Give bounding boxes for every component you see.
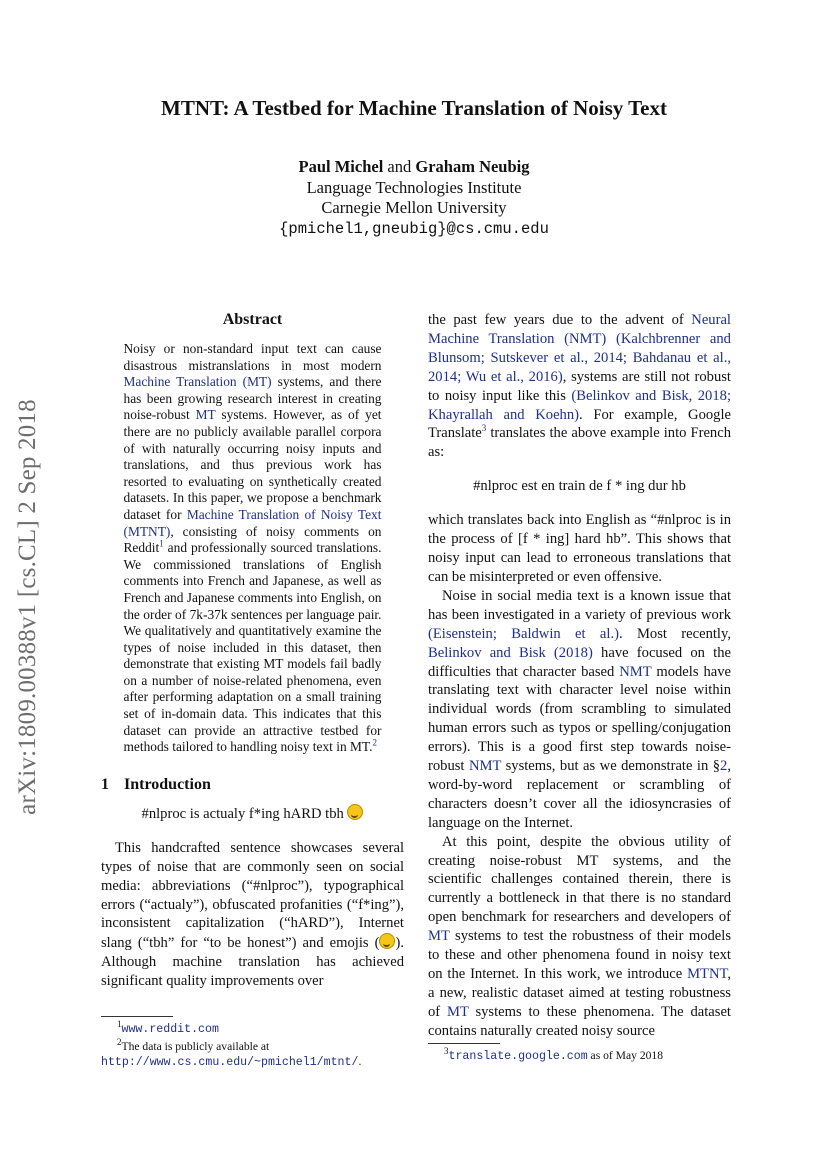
acronym-link[interactable]: MT	[428, 928, 450, 945]
affiliation-line: Language Technologies Institute	[306, 177, 522, 197]
acronym-link[interactable]: Machine Translation (MT)	[123, 374, 272, 390]
body-paragraph: the past few years due to the advent of Neural Machine Translation (NMT) (Kalchbrenner and Blunsom; Sutskever et al., 2014; Bahdanau et al., 2014; Wu et al., 2016), systems are still not robust to noisy input like this (Belinkov and Bisk, 2018; Khayrallah and Koehn). For example, Google Translate$^3$ translates the above example into French as:	[428, 312, 731, 461]
citation-link[interactable]: Belinkov and Bisk (2018)	[428, 644, 593, 661]
author-name: Graham Neubig	[415, 157, 530, 176]
right-column	[428, 311, 731, 1041]
citation-link[interactable]: (Kalchbrenner and Blunsom; Sutskever et al., 2014; Bahdanau et al., 2014; Wu et al., 2016)	[428, 330, 731, 385]
citation-link[interactable]: (Belinkov and Bisk, 2018; Khayrallah and Koehn)	[428, 387, 731, 423]
tears-of-joy-emoji-icon	[379, 933, 395, 949]
acronym-link[interactable]: MTNT	[687, 966, 728, 982]
author-names	[0, 157, 828, 178]
acronym-link[interactable]: NMT	[468, 758, 502, 775]
section-title: Introduction	[124, 775, 211, 793]
right-footnotes	[428, 1043, 731, 1066]
author-name: Paul Michel	[298, 157, 384, 176]
footnote-ref[interactable]: 3	[481, 423, 487, 434]
footnote-ref[interactable]: 2	[372, 737, 377, 748]
footnote-url-link[interactable]: translate.google.com	[448, 1050, 588, 1063]
paper-title: MTNT: A Testbed for Machine Translation of Noisy Text	[161, 96, 667, 120]
footnote-ref[interactable]: 1	[159, 538, 164, 549]
body-paragraph: At this point, despite the obvious utility of creating noise-robust MT systems, and the scientific challenges contained therein, there is currently a bottleneck in that there is no standard open benchmark for researchers and developers of MT systems to test the robustness of their models to these and other phenomena found in noisy text on the Internet. In this work, we introduce MTNT, a new, realistic dataset aimed at testing robustness of MT systems to these phenomena. The dataset contains naturally created noisy source	[428, 833, 731, 1039]
translated-example: #nlproc est en train de f * ing dur hb	[473, 478, 686, 495]
citation-link[interactable]: (Eisenstein; Baldwin et al.)	[428, 625, 619, 642]
acronym-link[interactable]: MT	[195, 407, 216, 423]
author-email: {pmichel1,gneubig}@cs.cmu.edu	[279, 219, 549, 238]
left-footnotes	[101, 1016, 404, 1072]
abstract-text: Noisy or non-standard input text can cause disastrous mistranslations in most modern Machine Translation (MT) systems, and there has been growing research interest in creating noise-robust MT systems. However, as of yet there are no publicly available parallel corpora of with naturally occurring noisy inputs and translations, and thus previous work has resorted to evaluating on synthetically created datasets. In this paper, we propose a benchmark dataset for Machine Translation of Noisy Text (MTNT), consisting of noisy comments on Reddit$^1$ and professionally sourced translations. We commissioned translations of English comments into French and Japanese, as well as French and Japanese comments into English, on the order of 7k-37k sentences per language pair. We qualitatively and quantitatively examine the types of noise included in this dataset, then demonstrate that existing MT models fail badly on a number of noise-related phenomena, even after performing adaptation on a small training set of in-domain data. This indicates that this dataset can provide an attractive testbed for methods tailored to handling noisy text in MT.$^2$	[123, 341, 382, 755]
footnote: $^1$www.reddit.com	[117, 1019, 219, 1036]
acronym-link[interactable]: NMT	[619, 663, 652, 680]
footnote: $^3$translate.google.com as of May 2018	[444, 1046, 664, 1063]
author-conjunction: and	[387, 157, 412, 176]
acronym-link[interactable]: Machine Translation of Noisy Text (MTNT)	[123, 506, 382, 539]
footnote-rule	[428, 1043, 500, 1044]
intro-paragraph: This handcrafted sentence showcases several types of noise that are commonly seen on social media: abbreviations (“#nlproc”), typographical errors (“actualy”), obfuscated profanities (“f*ing”), inconsistent capitalization (“hARD”), Internet slang (“tbh” for “to be honest”) and emojis ( ). Although machine translation has achieved significant quality improvements over	[101, 839, 404, 990]
abstract-heading: Abstract	[222, 311, 283, 328]
footnote: $^2$The data is publicly available at http://www.cs.cmu.edu/~pmichel1/mtnt/.	[101, 1037, 362, 1069]
section-ref-link[interactable]: 2	[720, 758, 728, 775]
author-block	[0, 157, 828, 239]
section-number: 1	[101, 775, 109, 793]
section-heading	[101, 776, 404, 794]
example-sentence: #nlproc is actualy f*ing hARD tbh	[101, 804, 404, 823]
tears-of-joy-emoji-icon	[347, 804, 363, 820]
left-column	[101, 311, 404, 991]
footnote-rule	[101, 1016, 173, 1017]
body-paragraph: which translates back into English as “#nlproc is in the process of [f * ing] hard hb”. This shows that noisy input can lead to erroneous translations that can be misinterpreted or even offensive.	[428, 512, 731, 585]
arxiv-identifier: arXiv:1809.00388v1 [cs.CL] 2 Sep 2018	[14, 399, 42, 815]
citation-link[interactable]: Neural Machine Translation (NMT)	[428, 312, 731, 347]
body-paragraph: Noise in social media text is a known issue that has been investigated in a variety of previous work (Eisenstein; Baldwin et al.). Most recently, Belinkov and Bisk (2018) have focused on the difficulties that character based NMT models have translating text with character level noise within individual words (from scrambling to simulated human errors such as typos or spelling/conjugation errors). This is a good first step towards noise-robust NMT systems, but as we demonstrate in §2, word-by-word replacement or scrambling of characters doesn’t cover all the idiosyncrasies of language on the Internet.	[428, 587, 731, 831]
footnote-url-link[interactable]: www.reddit.com	[121, 1023, 219, 1036]
affiliation-line: Carnegie Mellon University	[321, 198, 507, 217]
footnote-url-link[interactable]: http://www.cs.cmu.edu/~pmichel1/mtnt/	[101, 1056, 359, 1069]
arxiv-side-stamp	[4, 372, 52, 842]
acronym-link[interactable]: MT	[446, 1003, 469, 1020]
